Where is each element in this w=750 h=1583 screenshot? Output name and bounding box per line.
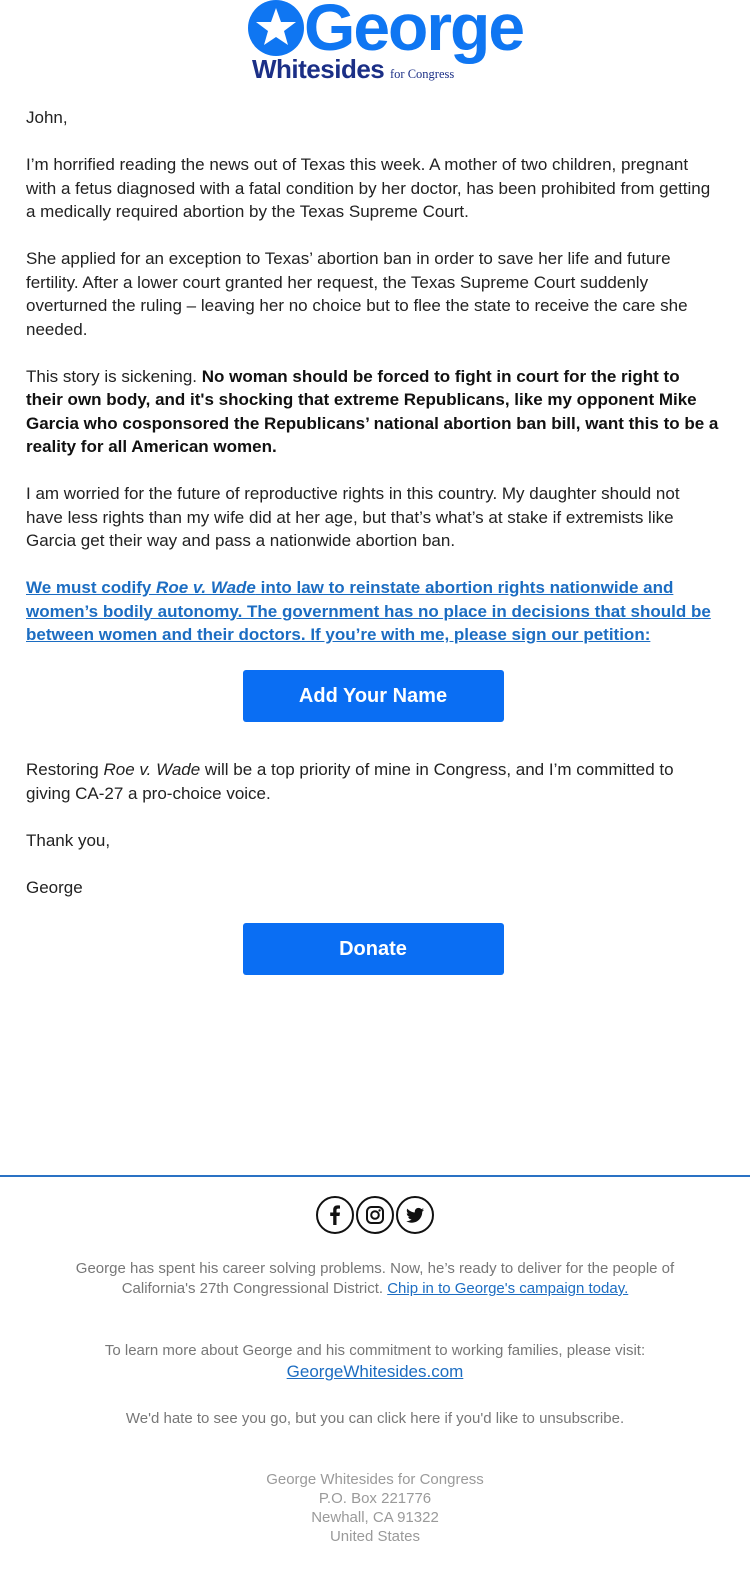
paragraph-5: Restoring Roe v. Wade will be a top priority of mine in Congress, and I’m committed to giving CA-27 a pro-choice voice. [26, 760, 674, 803]
footer-learn-more [70, 1341, 680, 1383]
petition-paragraph [26, 576, 720, 647]
unsubscribe-link[interactable]: We'd hate to see you go, but you can click here if you'd like to unsubscribe. [125, 1410, 625, 1427]
footer-about-text: George has spent his career solving problems. Now, he’s ready to deliver for the people of California's 27th Congressional District. [75, 1260, 675, 1297]
address-line-2: P.O. Box 221776 [318, 1490, 432, 1507]
paragraph-1: I’m horrified reading the news out of Texas this week. A mother of two children, pregnant with a fetus diagnosed with a fatal condition by her doctor, has been prohibited from getting a medically required abortion by the Texas Supreme Court. [26, 155, 711, 221]
address-line-1: George Whitesides for Congress [266, 1471, 484, 1488]
add-name-button-wrap [26, 670, 720, 722]
address-line-4: United States [329, 1528, 421, 1545]
signature: George [26, 877, 83, 897]
logo-for-congress-text: for Congress [390, 67, 455, 81]
social-links [0, 1196, 750, 1234]
paragraph-3-lead: This story is sickening. [26, 366, 202, 386]
instagram-icon[interactable] [356, 1196, 394, 1234]
logo-whitesides-text: Whitesides [252, 54, 385, 84]
footer-address [0, 1470, 750, 1546]
chip-in-link[interactable]: Chip in to George's campaign today. [387, 1280, 629, 1297]
footer-about [70, 1259, 680, 1299]
address-line-3: Newhall, CA 91322 [311, 1509, 439, 1526]
donate-button[interactable]: Donate [243, 923, 504, 975]
footer-learn-text: To learn more about George and his commitment to working families, please visit: [104, 1342, 646, 1359]
petition-link[interactable]: We must codify Roe v. Wade into law to reinstate abortion rights nationwide and women’s bodily autonomy. The government has no place in decisions that should be between women and their doctors. If you’re with me, please sign our petition: [26, 578, 711, 644]
donate-button-wrap [26, 923, 720, 975]
add-your-name-button[interactable]: Add Your Name [243, 670, 504, 722]
twitter-icon[interactable] [396, 1196, 434, 1234]
paragraph-3 [26, 365, 720, 459]
star-logo-icon [248, 0, 304, 56]
paragraph-4: I am worried for the future of reproductive rights in this country. My daughter should not have less rights than my wife did at her age, but that’s what’s at stake if extremists like Garcia get their way and pass a nationwide abortion ban. [26, 484, 680, 550]
email-body [26, 106, 720, 975]
footer-divider [0, 1175, 750, 1177]
campaign-logo [0, 0, 750, 86]
thanks-text: Thank you, [26, 830, 111, 850]
website-link[interactable]: GeorgeWhitesides.com [286, 1362, 464, 1381]
paragraph-3-bold: No woman should be forced to fight in court for the right to their own body, and it's shocking that extreme Republicans, like my opponent Mike Garcia who cosponsored the Republicans’ national abortion ban bill, want this to be a reality for all American women. [26, 366, 719, 456]
greeting: John, [26, 108, 68, 127]
facebook-icon[interactable] [316, 1196, 354, 1234]
footer-unsubscribe [70, 1409, 680, 1429]
paragraph-2: She applied for an exception to Texas’ abortion ban in order to save her life and future fertility. After a lower court granted her request, the Texas Supreme Court suddenly overturned the ruling – leaving her no choice but to flee the state to receive the care she needed. [26, 249, 688, 339]
logo-george-text: George [304, 0, 524, 64]
